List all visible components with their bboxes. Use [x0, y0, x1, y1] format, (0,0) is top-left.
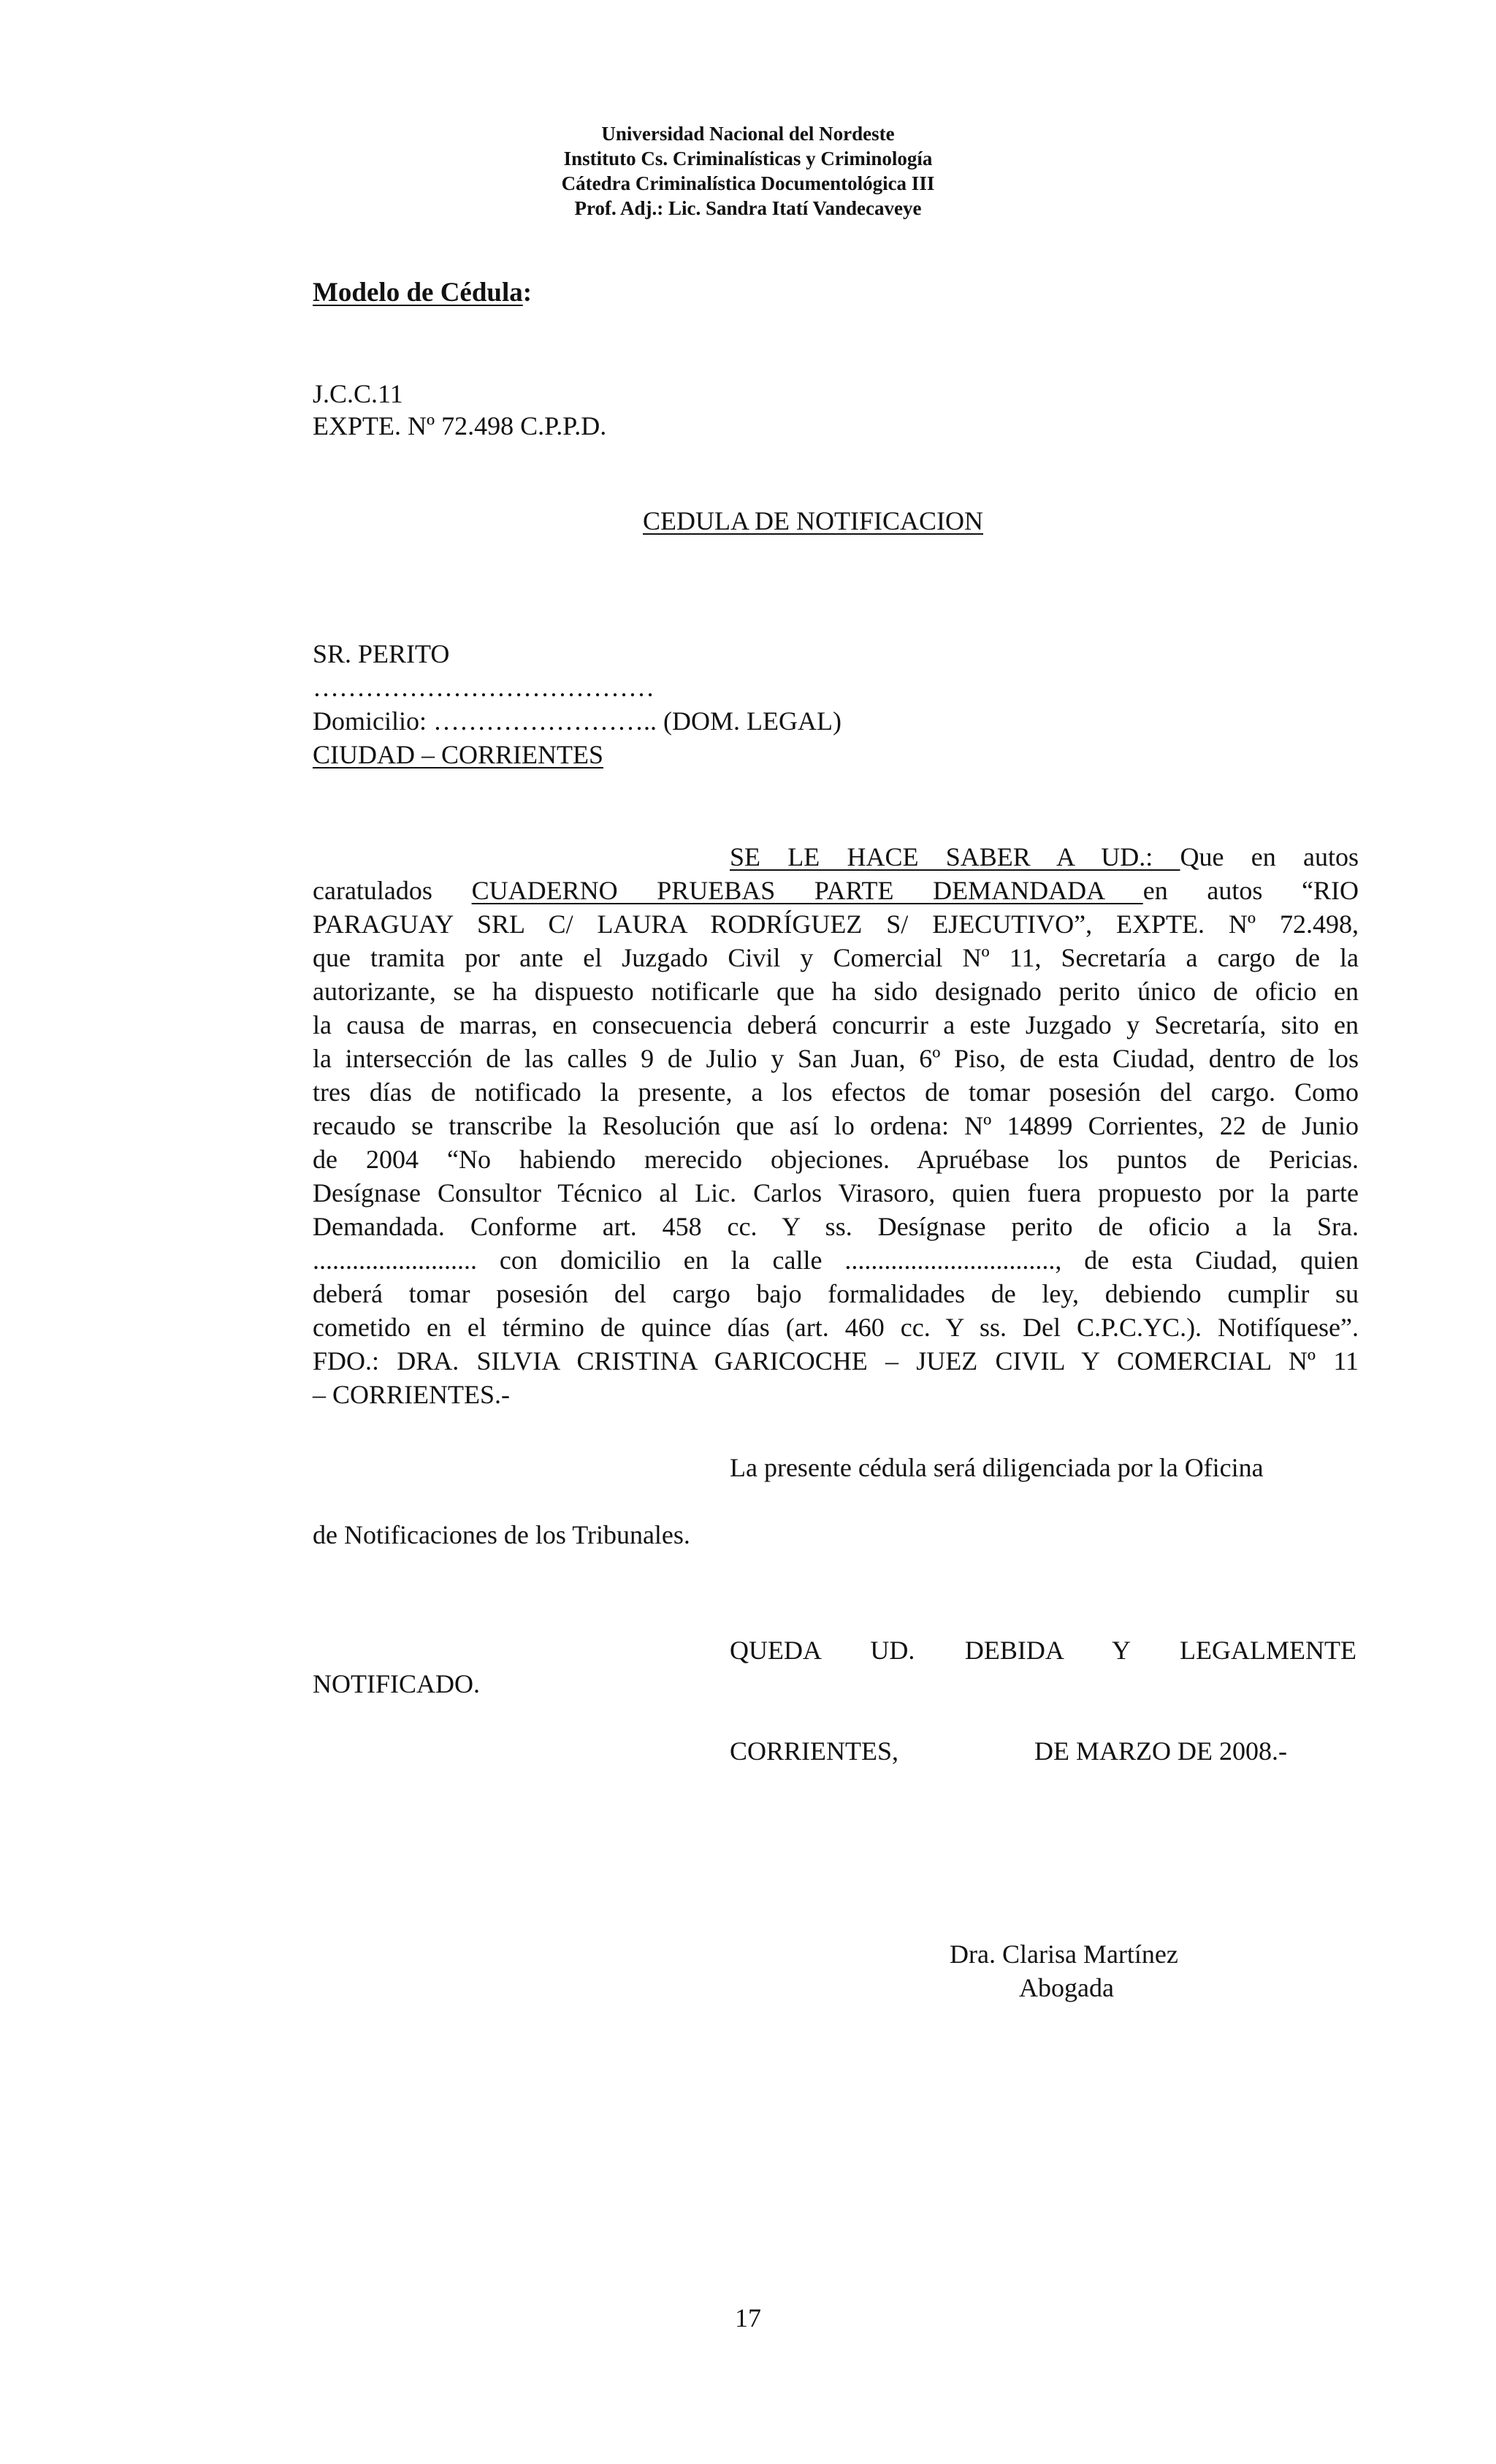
header-university: Universidad Nacional del Nordeste	[601, 123, 895, 145]
signature-role: Abogada	[1019, 1973, 1114, 2002]
signature-name: Dra. Clarisa Martínez	[950, 1939, 1178, 1969]
addressee-city: CIUDAD – CORRIENTES	[313, 740, 604, 769]
date-city: CORRIENTES,	[730, 1736, 899, 1766]
body-line: Demandada. Conforme art. 458 cc. Y ss. Desígnase perito de oficio a la Sra.	[313, 1212, 1359, 1241]
body-opening: SE LE HACE SABER A UD.:	[730, 842, 1180, 871]
body-text: caratulados	[313, 876, 472, 905]
section-title	[313, 276, 532, 310]
court-ref: J.C.C.11	[313, 379, 403, 408]
header-catedra: Cátedra Criminalística Documentológica III	[561, 172, 935, 194]
body-line: deberá tomar posesión del cargo bajo formalidades de ley, debiendo cumplir su	[313, 1279, 1359, 1308]
body-line: PARAGUAY SRL C/ LAURA RODRÍGUEZ S/ EJECUTIVO”, EXPTE. Nº 72.498,	[313, 909, 1359, 939]
body-line: ......................... con domicilio en la calle ................................, de esta Ciudad, quien	[313, 1246, 1359, 1275]
body-line: recaudo se transcribe la Resolución que así lo ordena: Nº 14899 Corrientes, 22 de Junio	[313, 1111, 1359, 1140]
header-professor: Prof. Adj.: Lic. Sandra Itatí Vandecaveye	[574, 197, 922, 219]
body-line: autorizante, se ha dispuesto notificarle que ha sido designado perito único de oficio en	[313, 977, 1359, 1006]
body-line: – CORRIENTES.-	[313, 1380, 510, 1409]
diligencia-line-2: de Notificaciones de los Tribunales.	[313, 1520, 690, 1549]
body-line: tres días de notificado la presente, a los efectos de tomar posesión del cargo. Como	[313, 1077, 1359, 1107]
page-number: 17	[735, 2303, 761, 2333]
addressee-dots: …………………………………	[313, 673, 654, 702]
date-rest: DE MARZO DE 2008.-	[1034, 1736, 1287, 1766]
body-line: cometido en el término de quince días (art. 460 cc. Y ss. Del C.P.C.YC.). Notifíquese”.	[313, 1313, 1359, 1342]
body-line: la causa de marras, en consecuencia deberá concurrir a este Juzgado y Secretaría, sito en	[313, 1010, 1359, 1040]
section-title-text: Modelo de Cédula	[313, 278, 523, 308]
body-line: FDO.: DRA. SILVIA CRISTINA GARICOCHE – JUEZ CIVIL Y COMERCIAL Nº 11	[313, 1346, 1359, 1376]
notificado: NOTIFICADO.	[313, 1669, 480, 1698]
expte-ref: EXPTE. Nº 72.498 C.P.P.D.	[313, 411, 607, 440]
body-line: que tramita por ante el Juzgado Civil y Comercial Nº 11, Secretaría a cargo de la	[313, 943, 1359, 972]
addressee-domicilio: Domicilio: …………………….. (DOM. LEGAL)	[313, 706, 842, 736]
body-line	[730, 840, 1359, 874]
body-text: en autos “RIO	[1142, 876, 1359, 905]
section-title-colon: :	[522, 278, 533, 308]
body-text: Que en autos	[1180, 842, 1359, 871]
body-line: Desígnase Consultor Técnico al Lic. Carlos Virasoro, quien fuera propuesto por la parte	[313, 1178, 1359, 1208]
notification-body	[313, 840, 1359, 1411]
body-case-title: CUADERNO PRUEBAS PARTE DEMANDADA	[471, 876, 1143, 905]
addressee-name: SR. PERITO	[313, 639, 450, 668]
institution-header	[0, 121, 1496, 221]
body-line: de 2004 “No habiendo merecido objeciones. Apruébase los puntos de Pericias.	[313, 1145, 1359, 1174]
diligencia-line-1: La presente cédula será diligenciada por la Oficina	[730, 1453, 1264, 1482]
queda-line: QUEDA UD. DEBIDA Y LEGALMENTE	[730, 1636, 1356, 1665]
body-line: la intersección de las calles 9 de Julio y San Juan, 6º Piso, de esta Ciudad, dentro de los	[313, 1044, 1359, 1073]
body-line	[313, 874, 1359, 907]
doc-title: CEDULA DE NOTIFICACION	[643, 506, 983, 535]
header-institute: Instituto Cs. Criminalísticas y Criminología	[563, 148, 933, 169]
